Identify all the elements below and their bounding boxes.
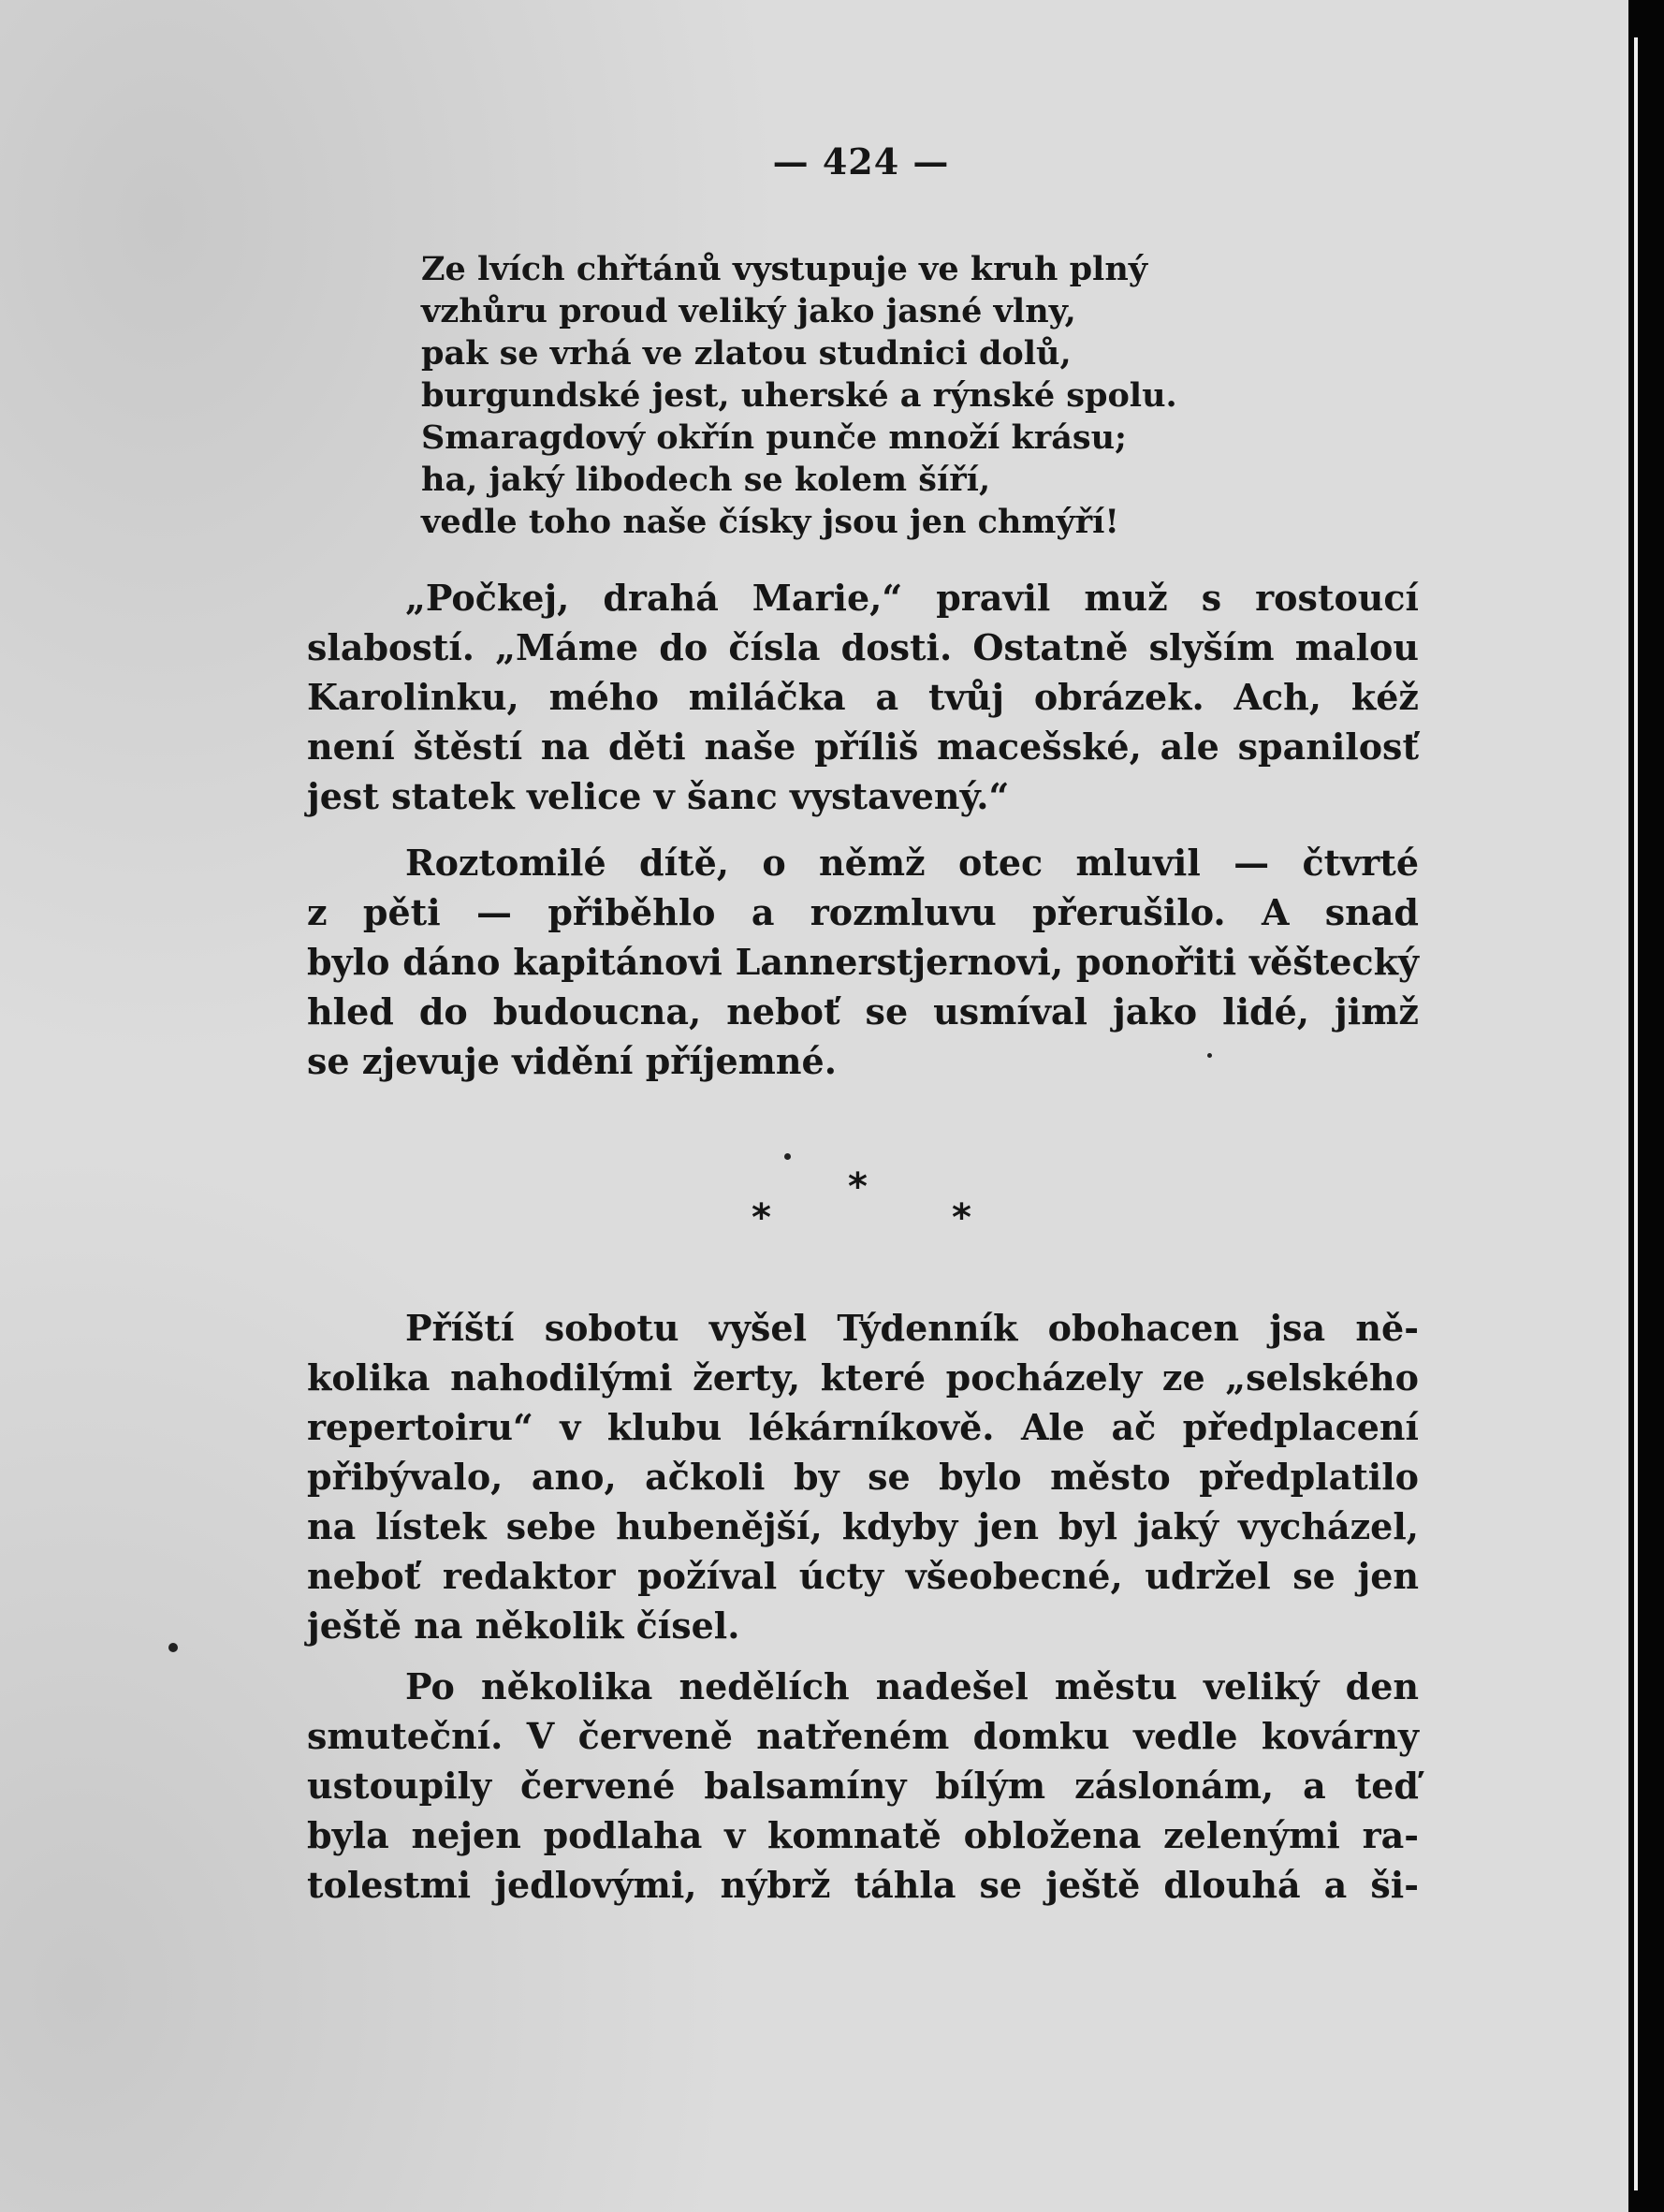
paragraph-line: hled do budoucna, neboť se usmíval jako lidé, jimž xyxy=(307,990,1419,1033)
paragraph-line: jest statek velice v šanc vystavený.“ xyxy=(307,775,1010,817)
poem-line: Smaragdový okřín punče množí krásu; xyxy=(421,418,1127,457)
paragraph-line: Karolinku, mého miláčka a tvůj obrázek. Ach, kéž xyxy=(307,676,1419,718)
paragraph-line: repertoiru“ v klubu lékárníkově. Ale ač předplacení xyxy=(307,1406,1419,1448)
paragraph-line: kolika nahodilými žerty, které pocházely ze „selského xyxy=(307,1356,1419,1399)
paragraph-line: smuteční. V červeně natřeném domku vedle kovárny xyxy=(307,1715,1419,1757)
paragraph-line: Roztomilé dítě, o němž otec mluvil — čtvrté xyxy=(405,842,1419,884)
paragraph-line: tolestmi jedlovými, nýbrž táhla se ještě dlouhá a ši- xyxy=(307,1864,1419,1906)
scan-edge-line xyxy=(1634,37,1638,2190)
scan-speck xyxy=(784,1153,791,1160)
paragraph-line: z pěti — přiběhlo a rozmluvu přerušilo. A snad xyxy=(307,891,1419,933)
paragraph-3 xyxy=(307,1303,1419,1650)
poem-line: burgundské jest, uherské a rýnské spolu. xyxy=(421,376,1177,415)
paragraph-line: bylo dáno kapitánovi Lannerstjernovi, ponořiti věštecký xyxy=(307,941,1419,983)
poem-line: ha, jaký libodech se kolem šíří, xyxy=(421,461,991,499)
poem-stanza xyxy=(421,248,1263,543)
paragraph-line: ustoupily červené balsamíny bílým záslonám, a teď xyxy=(307,1765,1419,1807)
paragraph-2 xyxy=(307,838,1419,1086)
paragraph-1 xyxy=(307,573,1419,821)
scan-speck xyxy=(1207,1053,1212,1058)
paragraph-line: není štěstí na děti naše příliš macešské, ale spanilosť xyxy=(307,725,1419,768)
page-number: — 424 — xyxy=(772,140,950,183)
poem-line: vedle toho naše čísky jsou jen chmýří! xyxy=(421,503,1119,541)
paragraph-line: přibývalo, ano, ačkoli by se bylo město předplatilo xyxy=(307,1456,1419,1498)
section-separator-asterisk: * xyxy=(752,1196,771,1239)
paragraph-4 xyxy=(307,1662,1419,1910)
poem-line: Ze lvích chřtánů vystupuje ve kruh plný xyxy=(421,250,1148,288)
scan-speck xyxy=(168,1643,178,1652)
paragraph-line: byla nejen podlaha v komnatě obložena zelenými ra- xyxy=(307,1814,1419,1856)
paragraph-line: neboť redaktor požíval úcty všeobecné, udržel se jen xyxy=(307,1555,1419,1597)
paragraph-line: na lístek sebe hubenější, kdyby jen byl jaký vycházel, xyxy=(307,1505,1419,1547)
poem-line: vzhůru proud veliký jako jasné vlny, xyxy=(421,292,1076,330)
paragraph-line: Příští sobotu vyšel Týdenník obohacen jsa ně- xyxy=(405,1307,1419,1349)
paragraph-line: ještě na několik čísel. xyxy=(307,1604,740,1647)
section-separator-asterisk: * xyxy=(848,1165,868,1209)
paragraph-line: slabostí. „Máme do čísla dosti. Ostatně slyším malou xyxy=(307,626,1419,668)
paragraph-line: se zjevuje vidění příjemné. xyxy=(307,1040,837,1082)
paragraph-line: Po několika nedělích nadešel městu veliký den xyxy=(405,1665,1419,1707)
section-separator-asterisk: * xyxy=(952,1196,971,1239)
paragraph-line: „Počkej, drahá Marie,“ pravil muž s rostoucí xyxy=(405,577,1419,619)
poem-line: pak se vrhá ve zlatou studnici dolů, xyxy=(421,334,1072,373)
